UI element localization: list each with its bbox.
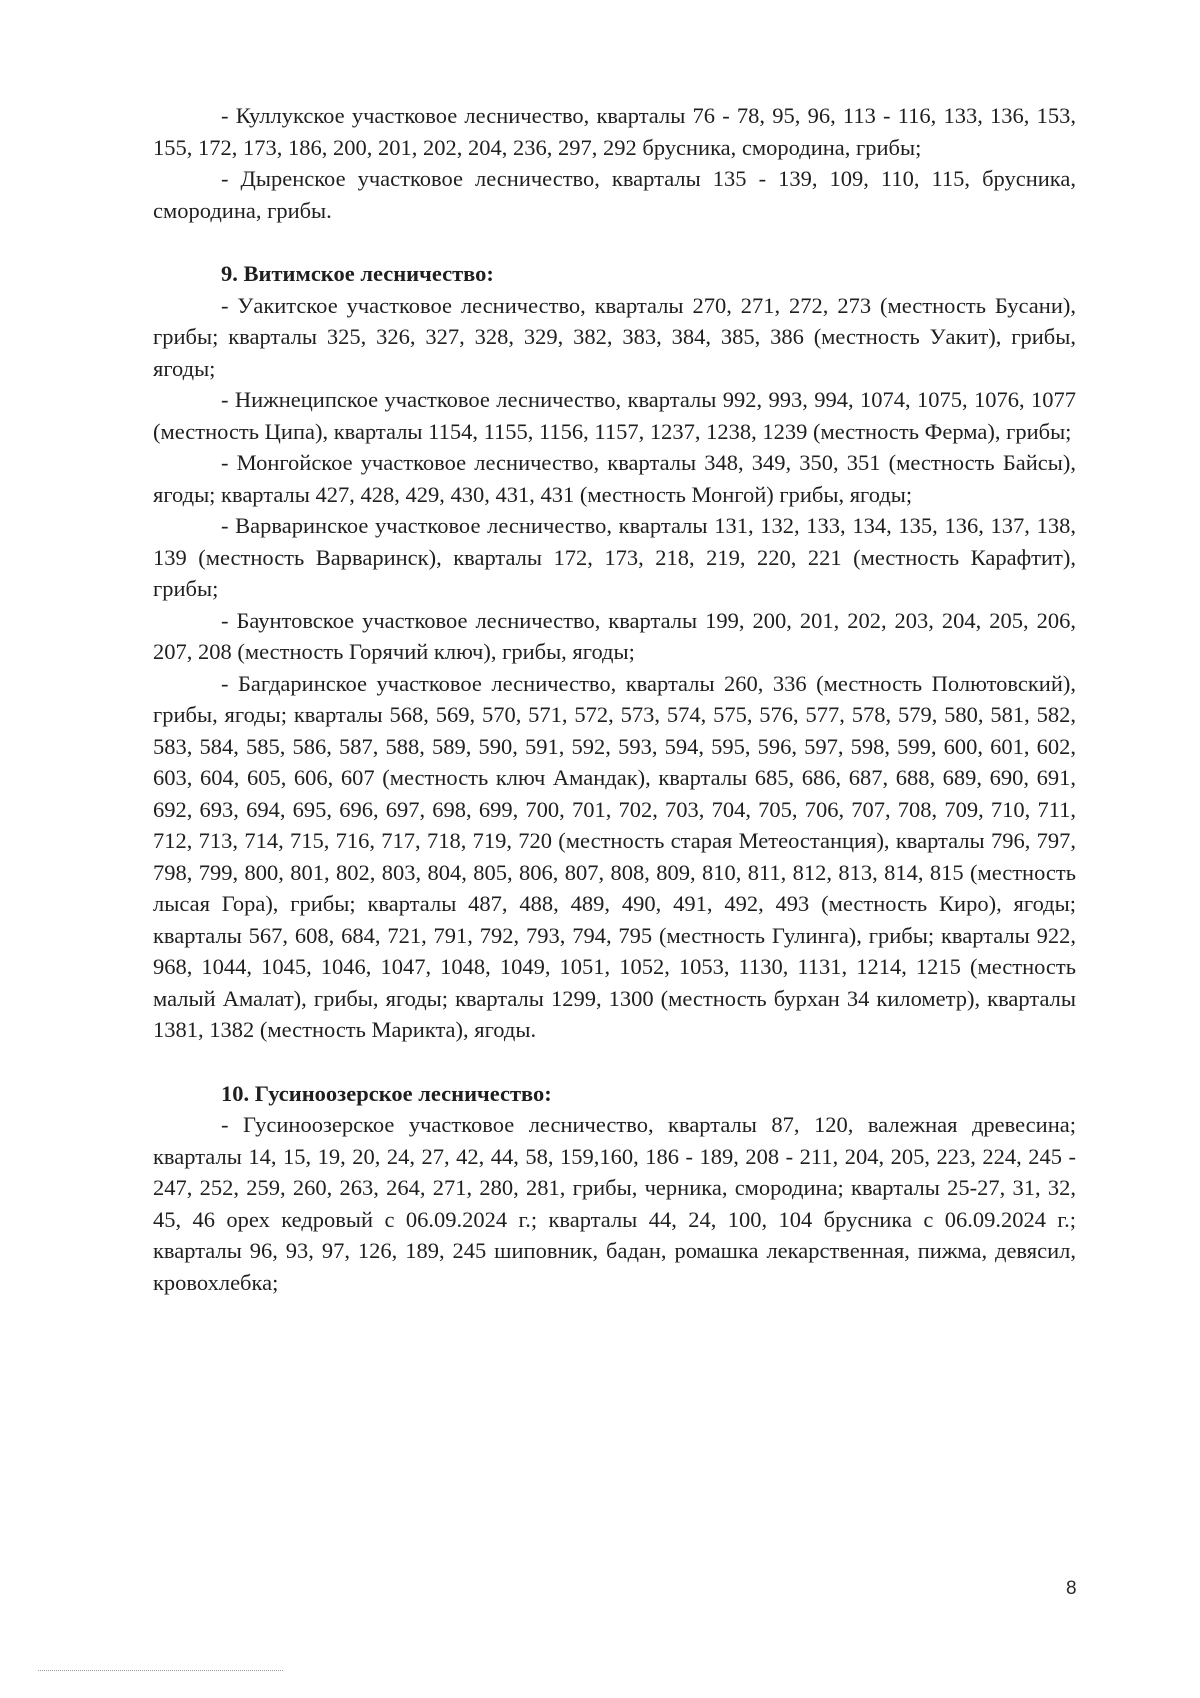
paragraph-varvarinskoe: - Варваринское участковое лесничество, кварталы 131, 132, 133, 134, 135, 136, 137, 138, 139 (местность Варваринск), кварталы 172, 173, 218, 219, 220, 221 (местность Карафтит), грибы; <box>153 513 1076 601</box>
paragraph-uakitskoe: - Уакитское участковое лесничество, кварталы 270, 271, 272, 273 (местность Бусани), грибы; кварталы 325, 326, 327, 328, 329, 382, 383, 384, 385, 386 (местность Уакит), грибы, ягоды; <box>153 292 1076 381</box>
scan-edge-mark <box>38 1670 283 1671</box>
section-heading-vitimskoe: 9. Витимское лесничество: <box>221 261 494 286</box>
paragraph-nizhnetsipskoe: - Нижнеципское участковое лесничество, кварталы 992, 993, 994, 1074, 1075, 1076, 1077 (местность Ципа), кварталы 1154, 1155, 1156, 1157, 1237, 1238, 1239 (местность Ферма), грибы; <box>153 387 1076 444</box>
paragraph-mongoyskoe: - Монгойское участковое лесничество, кварталы 348, 349, 350, 351 (местность Байсы), ягоды; кварталы 427, 428, 429, 430, 431, 431 (местность Монгой) грибы, ягоды; <box>153 450 1076 507</box>
paragraph-bauntovskoe: - Баунтовское участковое лесничество, кварталы 199, 200, 201, 202, 203, 204, 205, 206, 207, 208 (местность Горячий ключ), грибы, ягоды; <box>153 607 1076 664</box>
paragraph-kullukskoe: - Куллукское участковое лесничество, кварталы 76 - 78, 95, 96, 113 - 116, 133, 136, 153, 155, 172, 173, 186, 200, 201, 202, 204, 236, 297, 292 брусника, смородина, грибы; <box>153 103 1076 160</box>
paragraph-bagdarinskoe: - Багдаринское участковое лесничество, кварталы 260, 336 (местность Полютовский), грибы, ягоды; кварталы 568, 569, 570, 571, 572, 573, 574, 575, 576, 577, 578, 579, 580, 581, 582, 583, 584, 585, 586, 587, 588, 589, 590, 591, 592, 593, 594, 595, 596, 597, 598, 599, 600, 601, 602, 603, 604, 605, 606, 607 (местность ключ Амандак), кварталы 685, 686, 687, 688, 689, 690, 691, 692, 693, 694, 695, 696, 697, 698, 699, 700, 701, 702, 703, 704, 705, 706, 707, 708, 709, 710, 711, 712, 713, 714, 715, 716, 717, 718, 719, 720 (местность старая Метеостанция), кварталы 796, 797, 798, 799, 800, 801, 802, 803, 804, 805, 806, 807, 808, 809, 810, 811, 812, 813, 814, 815 (местность лысая Гора), грибы; кварталы 487, 488, 489, 490, 491, 492, 493 (местность Киро), ягоды; кварталы 567, 608, 684, 721, 791, 792, 793, 794, 795 (местность Гулинга), грибы; кварталы 922, 968, 1044, 1045, 1046, 1047, 1048, 1049, 1051, 1052, 1053, 1130, 1131, 1214, 1215 (местность малый Амалат), грибы, ягоды; кварталы 1299, 1300 (местность бурхан 34 километр), кварталы 1381, 1382 (местность Марикта), ягоды. <box>153 670 1076 1042</box>
document-body <box>153 100 1076 1298</box>
section-gap <box>153 226 1076 258</box>
section-heading-gusinoozerskoe: 10. Гусиноозерское лесничество: <box>221 1080 552 1106</box>
paragraph-gusinoozerskoe: - Гусиноозерское участковое лесничество, кварталы 87, 120, валежная древесина; кварталы 14, 15, 19, 20, 24, 27, 42, 44, 58, 159,160, 186 - 189, 208 - 211, 204, 205, 223, 224, 245 - 247, 252, 259, 260, 263, 264, 271, 280, 281, грибы, черника, смородина; кварталы 25-27, 31, 32, 45, 46 орех кедровый с 06.09.2024 г.; кварталы 44, 24, 100, 104 брусника с 06.09.2024 г.; кварталы 96, 93, 97, 126, 189, 245 шиповник, бадан, ромашка лекарственная, пижма, девясил, кровохлебка; <box>153 1112 1076 1295</box>
section-gap <box>153 1046 1076 1078</box>
paragraph-dyrenskoe: - Дыренское участковое лесничество, кварталы 135 - 139, 109, 110, 115, брусника, смородина, грибы. <box>153 166 1076 223</box>
page-number: 8 <box>1066 1578 1077 1599</box>
